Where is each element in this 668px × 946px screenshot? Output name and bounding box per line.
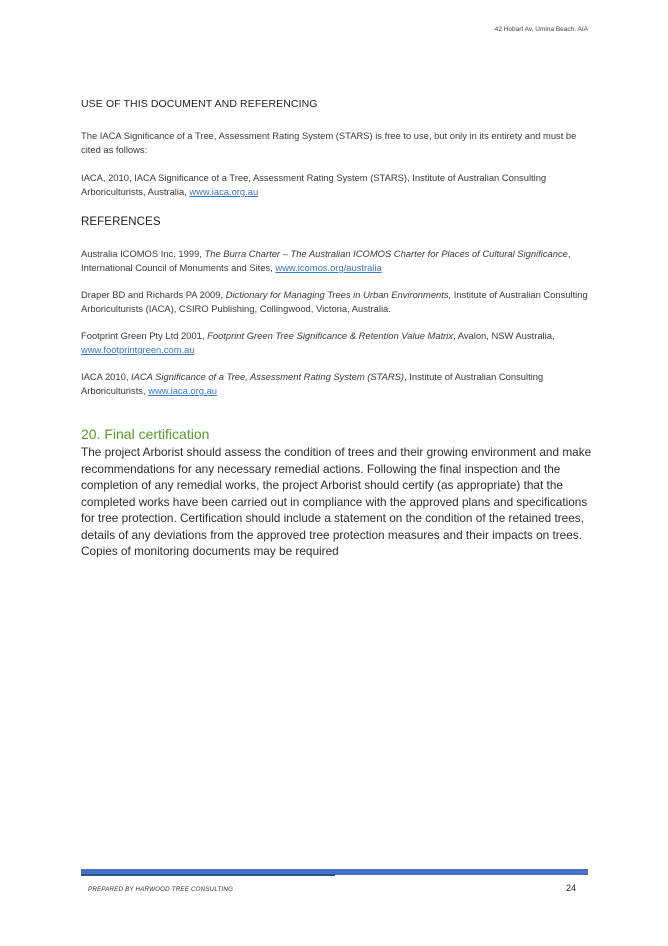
use-section (81, 98, 591, 110)
use-heading: USE OF THIS DOCUMENT AND REFERENCING (81, 98, 318, 110)
ref-title: Dictionary for Managing Trees in Urban Environments, (225, 289, 452, 300)
ref-publisher: , Institute of Australian Consulting Arboriculturists, (81, 371, 544, 396)
ref-author: Australia ICOMOS Inc. 1999, (81, 248, 205, 259)
ref-publisher: , Avalon, NSW Australia, (453, 330, 555, 341)
use-para-2-text: IACA, 2010, IACA Significance of a Tree, Assessment Rating System (STARS), Institute of Australian Consulting Arboriculturists, Australia, (81, 172, 547, 197)
references-heading-block (81, 216, 591, 228)
ref-title: Footprint Green Tree Significance & Retention Value Matrix (207, 330, 454, 341)
reference-item (81, 288, 591, 316)
footprintgreen-link[interactable]: www.footprintgreen.com.au (81, 344, 195, 355)
footer-prepared-by: PREPARED BY HARWOOD TREE CONSULTING (88, 886, 234, 893)
final-cert-title-block (81, 426, 591, 442)
ref-title: IACA Significance of a Tree, Assessment Rating System (STARS) (131, 371, 405, 382)
page-number: 24 (566, 883, 577, 893)
ref-author: Footprint Green Pty Ltd 2001, (81, 330, 208, 341)
ref-title: The Burra Charter – The Australian ICOMOS Charter for Places of Cultural Significance (204, 248, 568, 259)
ref-author: IACA 2010, (81, 371, 132, 382)
use-para-2 (81, 171, 591, 199)
icomos-link[interactable]: www.icomos.org/australia (275, 262, 382, 273)
final-cert-body-block (81, 444, 593, 560)
ref-publisher: Institute of Australian Consulting Arboriculturists (IACA), CSIRO Publishing, Collingwood, Victoria, Australia. (81, 289, 588, 314)
iaca-link[interactable]: www.iaca.org.au (189, 186, 259, 197)
iaca-ref-link[interactable]: www.iaca.org.au (148, 385, 218, 396)
use-para-1: The IACA Significance of a Tree, Assessment Rating System (STARS) is free to use, but only in its entirety and must be cited as follows: (81, 130, 577, 155)
ref-author: Draper BD and Richards PA 2009, (81, 289, 226, 300)
reference-item (81, 329, 591, 357)
footer-bar-accent (81, 874, 335, 876)
ref-publisher: , International Council of Monuments and Sites, (81, 248, 571, 273)
reference-item (81, 247, 591, 275)
use-para-1-block (81, 129, 591, 157)
header-address: 42 Hobart Av, Umina Beach. AIA (494, 26, 588, 33)
references-heading: REFERENCES (81, 216, 161, 228)
reference-item (81, 370, 591, 398)
final-cert-title: 20. Final certification (81, 426, 210, 442)
use-para-2-block (81, 171, 591, 199)
final-cert-body: The project Arborist should assess the condition of trees and their growing environment and make recommendations for any necessary remedial actions. Following the final inspection and the completion of any remedial works, the project Arborist should certify (as appropriate) that the completed works have been carried out in compliance with the approved plans and specifications for tree protection. Certification should include a statement on the condition of the retained trees, details of any deviations from the approved tree protection measures and their impacts on trees. Copies of monitoring documents may be required (81, 445, 592, 558)
